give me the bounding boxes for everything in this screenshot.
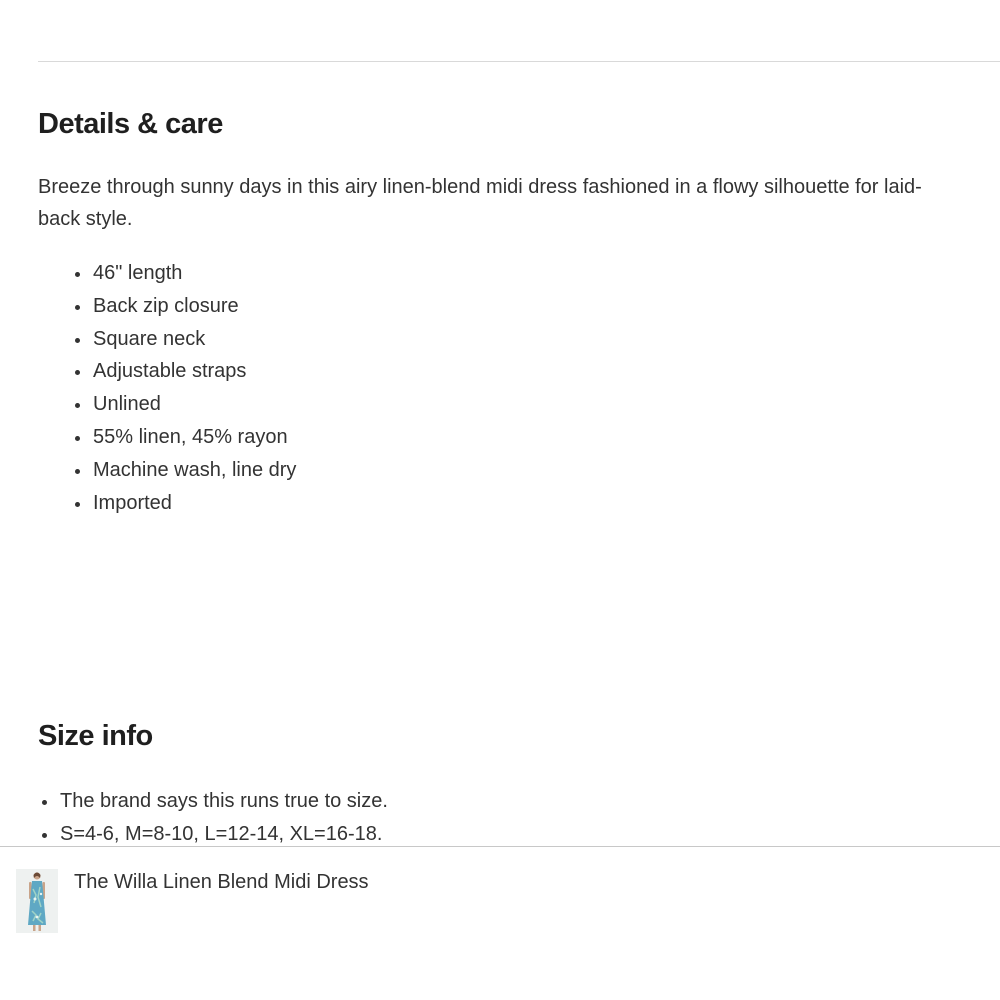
list-item: Imported <box>0 487 296 520</box>
list-item: The brand says this runs true to size. <box>0 785 388 818</box>
product-description: Breeze through sunny days in this airy linen-blend midi dress fashioned in a flowy silhouette for laid-back style. <box>38 176 922 230</box>
dress-thumbnail-image[interactable] <box>16 869 58 933</box>
sticky-product-bar <box>0 846 1000 1000</box>
list-item: S=4-6, M=8-10, L=12-14, XL=16-18. <box>0 818 388 851</box>
size-info-heading: Size info <box>38 720 153 752</box>
list-item: 46" length <box>0 257 296 290</box>
list-item: Square neck <box>0 323 296 356</box>
list-item: Unlined <box>0 388 296 421</box>
details-care-heading: Details & care <box>38 108 223 140</box>
list-item: 55% linen, 45% rayon <box>0 421 296 454</box>
list-item: Back zip closure <box>0 290 296 323</box>
details-list <box>0 257 296 519</box>
product-name: The Willa Linen Blend Midi Dress <box>74 871 369 893</box>
list-item: Machine wash, line dry <box>0 454 296 487</box>
top-divider <box>38 61 1000 62</box>
list-item: Adjustable straps <box>0 355 296 388</box>
size-info-list <box>0 785 388 851</box>
